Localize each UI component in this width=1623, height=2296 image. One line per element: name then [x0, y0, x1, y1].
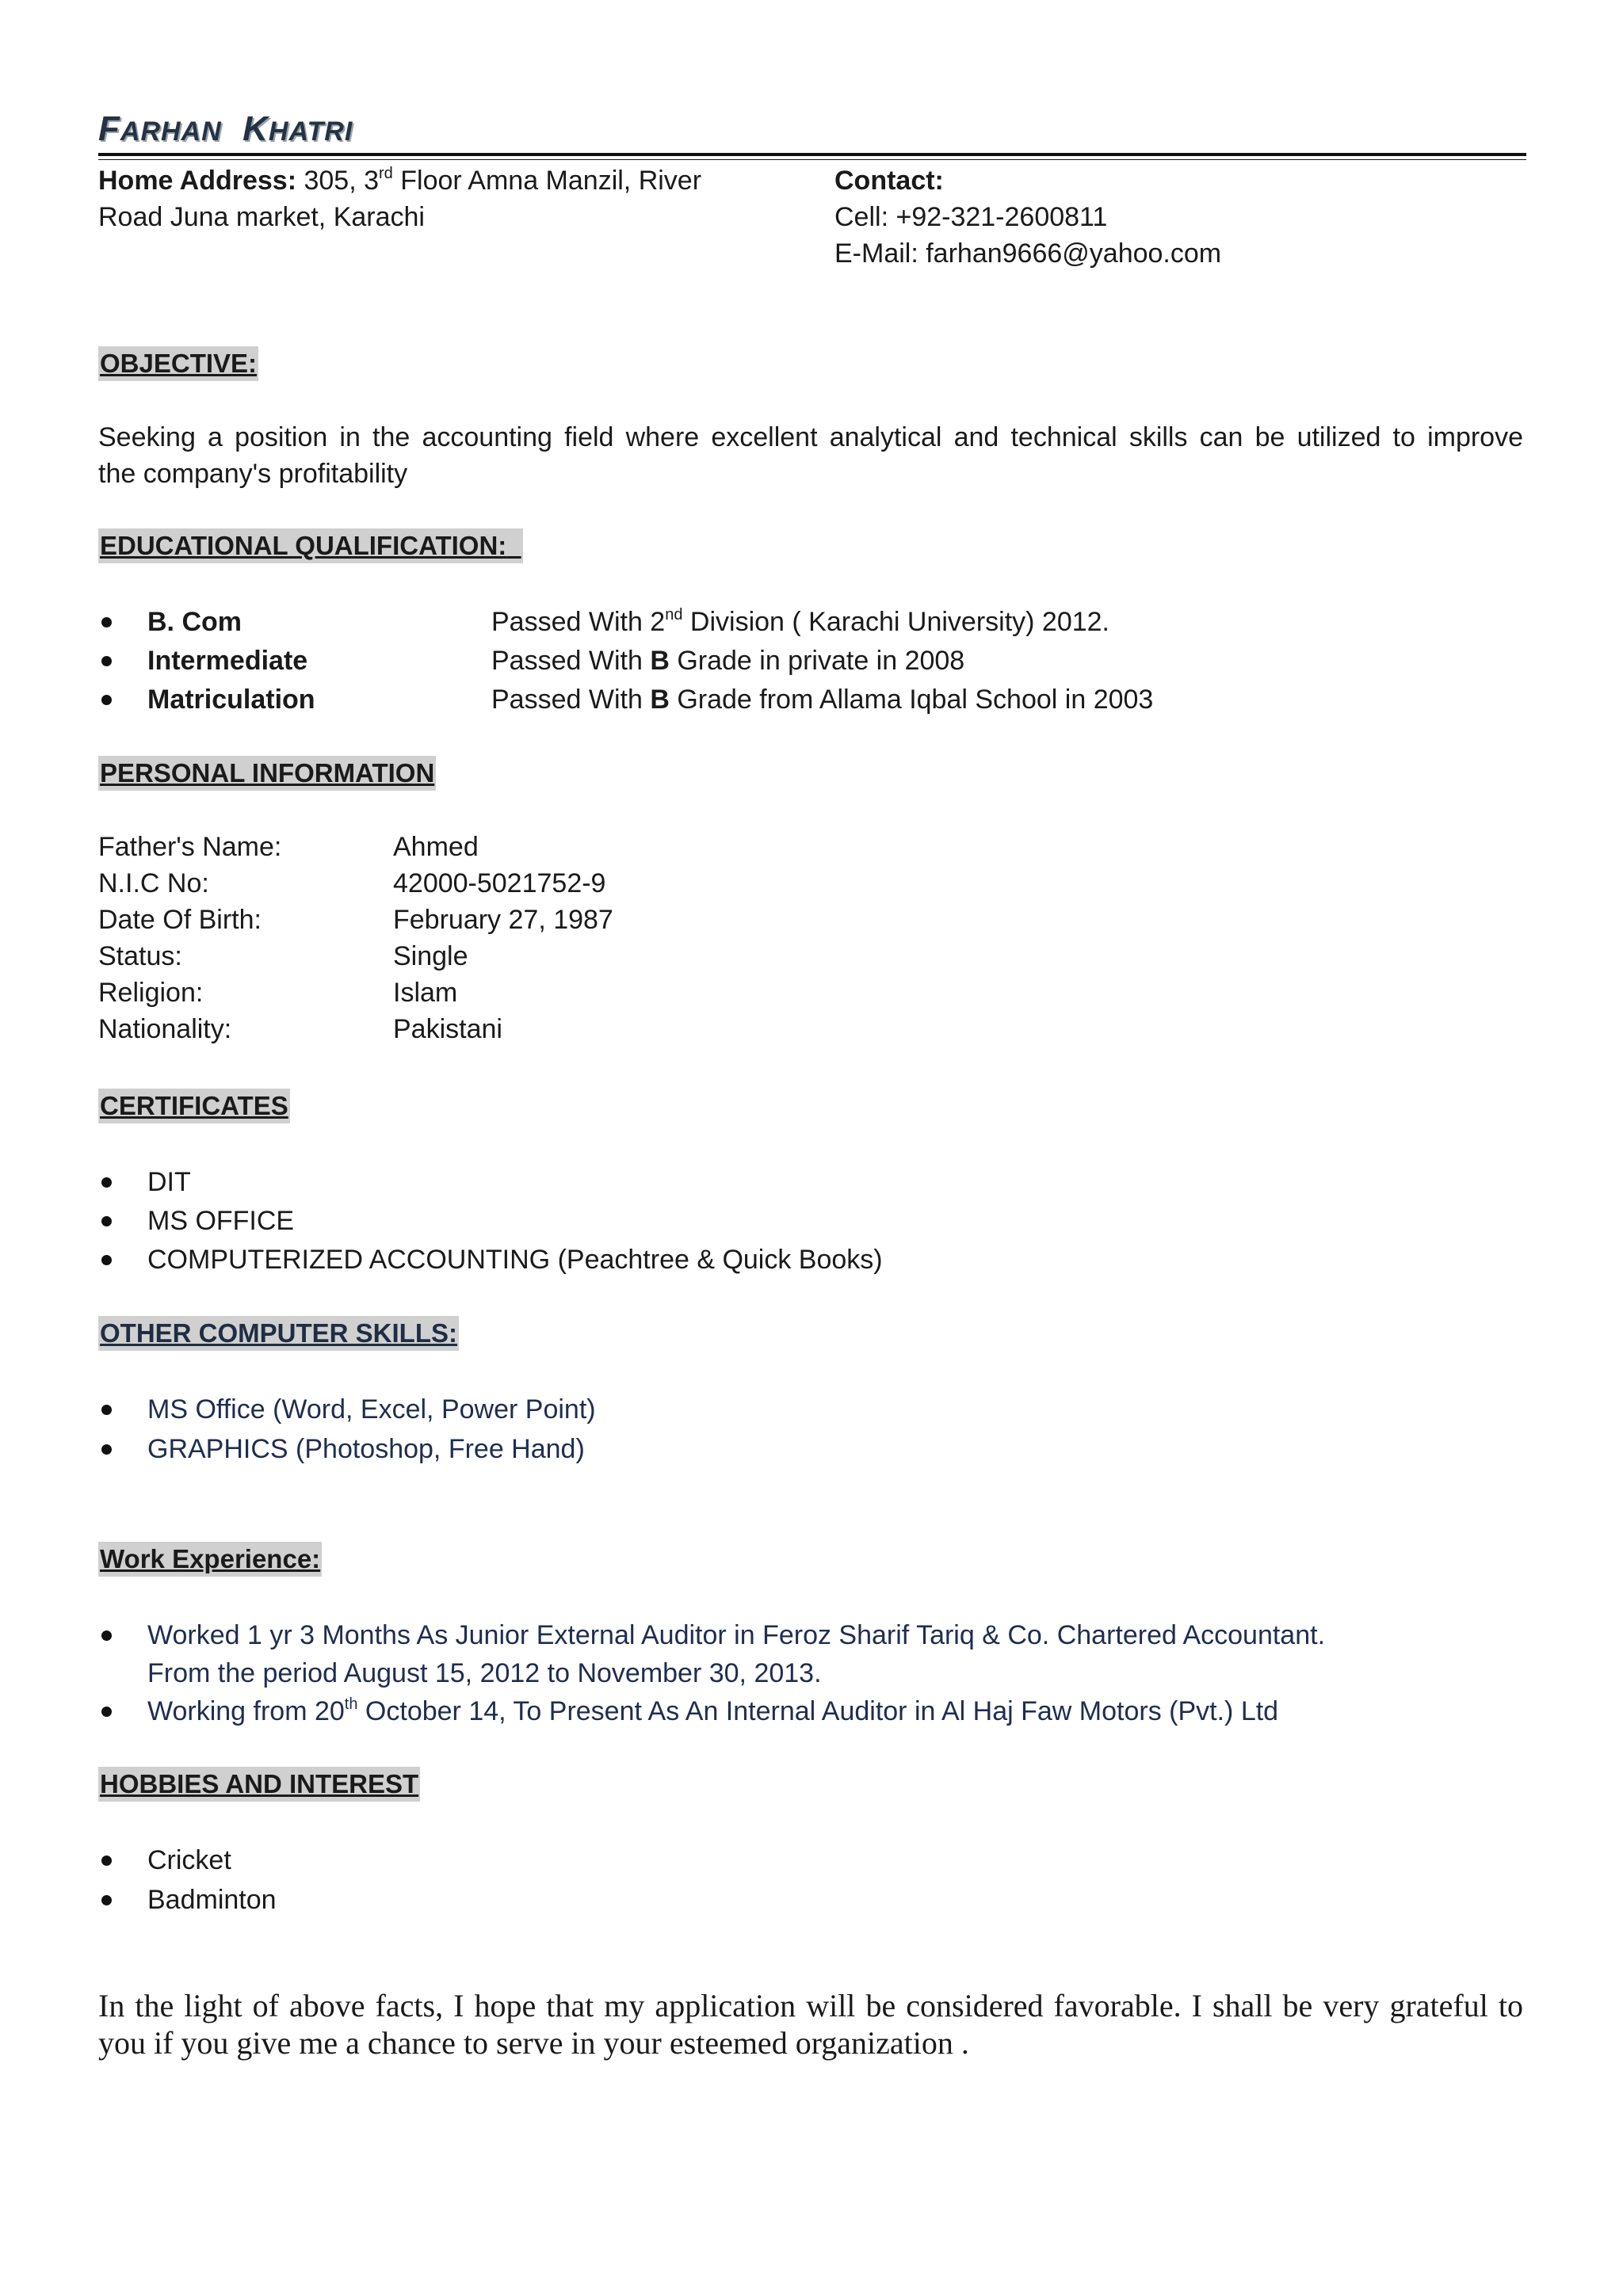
edu-detail-post: Grade in private in 2008 [669, 646, 965, 676]
address-text-a: 305, 3 [304, 166, 380, 196]
work-item1-line1: Worked 1 yr 3 Months As Junior External Auditor in Feroz Sharif Tariq & Co. Chartered Accountant. [147, 1620, 1326, 1650]
personal-label: Date Of Birth: [98, 905, 262, 935]
address-line2: Road Juna market, Karachi [98, 202, 425, 232]
work-heading: Work Experience: [98, 1542, 322, 1577]
closing-statement: In the light of above facts, I hope that my application will be considered favorable. I shall be very grateful to you if you give me a chance to serve in your esteemed organization . [98, 1988, 1523, 2061]
hobby-text: Badminton [147, 1885, 277, 1915]
personal-value: February 27, 1987 [393, 905, 613, 935]
address-text-b: Floor Amna Manzil, River [392, 166, 702, 196]
edu-detail-pre: Passed With 2 [491, 607, 666, 637]
bullet-icon [101, 1895, 112, 1905]
name-first-rest: ARHAN [120, 116, 222, 147]
edu-detail-grade: B [650, 685, 670, 715]
address-line1 [98, 162, 701, 199]
bullet-icon [101, 1177, 112, 1188]
contact-email: E-Mail: farhan9666@yahoo.com [834, 238, 1222, 269]
bullet-icon [101, 617, 112, 627]
personal-label: N.I.C No: [98, 868, 209, 898]
bullet-icon [101, 1444, 112, 1455]
education-detail [491, 604, 1109, 640]
name-last-rest: HATRI [268, 116, 353, 147]
objective-text-line2: the company's profitability [98, 459, 408, 489]
bullet-icon [101, 1630, 112, 1641]
objective-heading: OBJECTIVE: [98, 346, 258, 381]
work-item2-sup: th [344, 1695, 358, 1713]
edu-detail-pre: Passed With [491, 646, 651, 676]
bullet-icon [101, 1405, 112, 1415]
contact-label: Contact: [834, 166, 944, 196]
bullet-icon [101, 656, 112, 666]
name-last-cap: K [242, 109, 269, 148]
certificates-heading: CERTIFICATES [98, 1089, 290, 1123]
work-item2-post: October 14, To Present As An Internal Auditor in Al Haj Faw Motors (Pvt.) Ltd [357, 1696, 1279, 1726]
edu-detail-post: Division ( Karachi University) 2012. [682, 607, 1109, 637]
certificate-text: MS OFFICE [147, 1206, 295, 1236]
work-item1-line2: From the period August 15, 2012 to November 30, 2013. [147, 1658, 822, 1688]
bullet-icon [101, 1855, 112, 1866]
address-sup: rd [379, 165, 393, 182]
work-item2-text [147, 1693, 1278, 1730]
candidate-name [98, 109, 353, 149]
personal-label: Father's Name: [98, 832, 282, 862]
personal-value: Islam [393, 978, 458, 1008]
education-degree: Matriculation [147, 685, 315, 715]
education-heading [98, 528, 523, 563]
personal-label: Religion: [98, 978, 204, 1008]
contact-cell: Cell: +92-321-2600811 [834, 202, 1108, 232]
personal-value: Single [393, 941, 468, 971]
address-label: Home Address: [98, 166, 297, 196]
bullet-icon [101, 1216, 112, 1226]
work-item2-pre: Working from 20 [147, 1696, 345, 1726]
personal-value: Pakistani [393, 1014, 502, 1044]
education-detail [491, 643, 964, 679]
hobby-text: Cricket [147, 1845, 231, 1875]
edu-detail-post: Grade from Allama Iqbal School in 2003 [669, 685, 1154, 715]
certificate-text: COMPUTERIZED ACCOUNTING (Peachtree & Quick Books) [147, 1245, 883, 1275]
skill-text: GRAPHICS (Photoshop, Free Hand) [147, 1434, 585, 1464]
personal-label: Status: [98, 941, 182, 971]
edu-detail-sup: nd [665, 606, 683, 624]
bullet-icon [101, 1707, 112, 1717]
education-detail [491, 681, 1153, 718]
name-first-cap: F [98, 109, 120, 148]
edu-detail-pre: Passed With [491, 685, 651, 715]
education-degree: Intermediate [147, 646, 308, 676]
personal-value: Ahmed [393, 832, 479, 862]
personal-heading: PERSONAL INFORMATION [98, 756, 436, 791]
objective-text-line1: Seeking a position in the accounting field where excellent analytical and technical skills can be utilized to improve [98, 422, 1523, 452]
header-rule-thin [98, 159, 1526, 160]
education-heading-text: EDUCATIONAL QUALIFICATION: [100, 531, 507, 560]
certificate-text: DIT [147, 1167, 191, 1197]
header-rule-thick [98, 153, 1526, 156]
personal-value: 42000-5021752-9 [393, 868, 606, 898]
skills-heading: OTHER COMPUTER SKILLS: [98, 1316, 459, 1351]
bullet-icon [101, 1255, 112, 1265]
personal-label: Nationality: [98, 1014, 232, 1044]
skill-text: MS Office (Word, Excel, Power Point) [147, 1394, 596, 1425]
education-degree: B. Com [147, 607, 242, 637]
edu-detail-grade: B [650, 646, 670, 676]
bullet-icon [101, 695, 112, 705]
hobbies-heading: HOBBIES AND INTEREST [98, 1767, 420, 1802]
